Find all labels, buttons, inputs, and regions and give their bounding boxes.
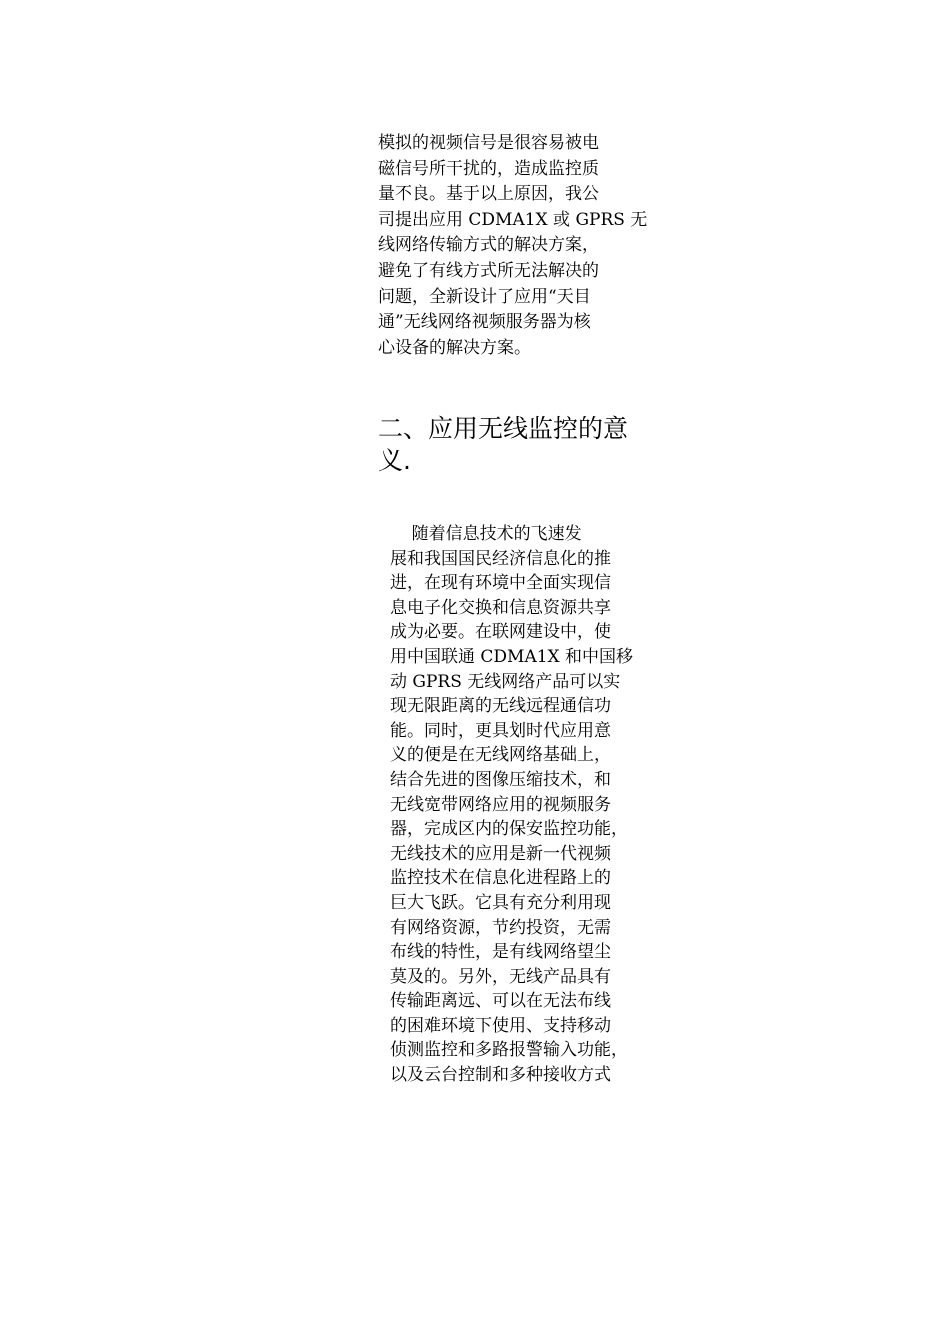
body-paragraph-1: 模拟的视频信号是很容易被电 磁信号所干扰的，造成监控质 量不良。基于以上原因，我公 司提出应用 CDMA1X 或 GPRS 无 线网络传输方式的解决方案， 避免了有线方式所无法解决的 问题，全新设计了应用“天目 通”无线网络视频服务器为核 心设备的解决方案。: [378, 133, 648, 358]
section-heading: 二、应用无线监控的意 义.: [378, 414, 629, 475]
body-paragraph-2: 随着信息技术的飞速发 展和我国国民经济信息化的推 进，在现有环境中全面实现信 息电子化交换和信息资源共享 成为必要。在联网建设中，使 用中国联通 CDMA1X 和中国移 动 GPRS 无线网络产品可以实 现无限距离的无线远程通信功 能。同时，更具划时代应用意 义的便是在无线网络基础上， 结合先进的图像压缩技术，和 无线宽带网络应用的视频服务 器，完成区内的保安监控功能， 无线技术的应用是新一代视频 监控技术在信息化进程路上的 巨大飞跃。它具有充分利用现 有网络资源，节约投资，无需 布线的特性，是有线网络望尘 莫及的。另外，无线产品具有 传输距离远、可以在无法布线 的困难环境下使用、支持移动 侦测监控和多路报警输入功能， 以及云台控制和多种接收方式: [390, 524, 634, 1086]
